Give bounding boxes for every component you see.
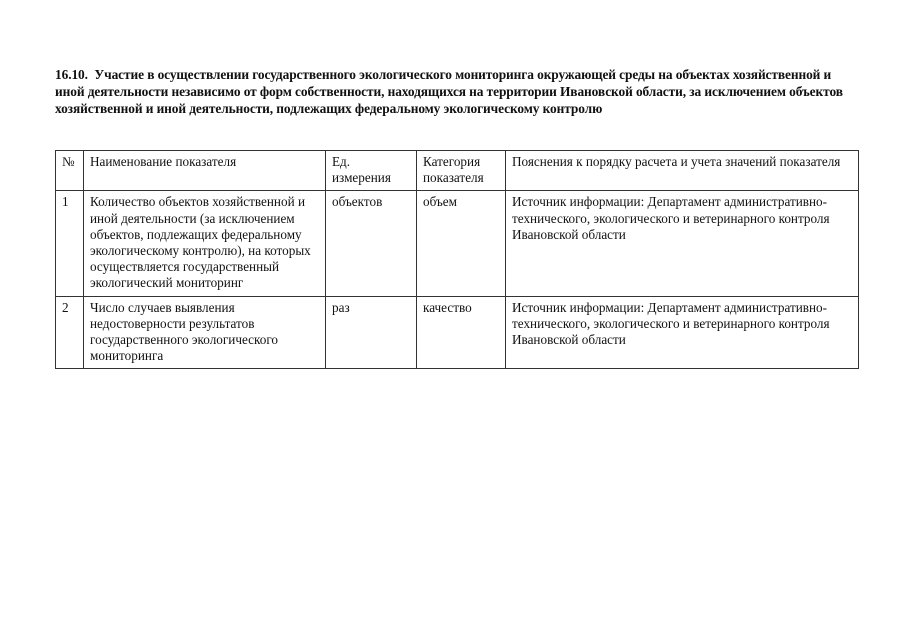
row-unit: раз — [326, 296, 417, 369]
header-unit: Ед. измерения — [326, 151, 417, 191]
row-category: качество — [417, 296, 506, 369]
row-indicator-name: Число случаев выявления недостоверности результатов государственного экологического мониторинга — [84, 296, 326, 369]
row-unit: объектов — [326, 191, 417, 296]
section-title-text: Участие в осуществлении государственного экологического мониторинга окружающей среды на объектах хозяйственной и иной деятельности независимо от форм собственности, находящихся на территории Ивановской области, за исключением объектов хозяйственной и иной деятельности, подлежащих федеральному экологическому контролю — [55, 67, 843, 116]
header-category: Категория показателя — [417, 151, 506, 191]
row-notes: Источник информации: Департамент административно-технического, экологического и ветеринарного контроля Ивановской области — [506, 296, 859, 369]
section-heading — [55, 66, 855, 117]
header-number: № — [56, 151, 84, 191]
table-row — [56, 296, 859, 369]
table-header-row — [56, 151, 859, 191]
row-notes: Источник информации: Департамент административно-технического, экологического и ветеринарного контроля Ивановской области — [506, 191, 859, 296]
row-indicator-name: Количество объектов хозяйственной и иной деятельности (за исключением объектов, подлежащих федеральному экологическому контролю), на которых осуществляется государственный экологический мониторинг — [84, 191, 326, 296]
indicators-table — [55, 150, 859, 369]
header-indicator-name: Наименование показателя — [84, 151, 326, 191]
row-number: 2 — [56, 296, 84, 369]
header-notes: Пояснения к порядку расчета и учета значений показателя — [506, 151, 859, 191]
table-row — [56, 191, 859, 296]
row-number: 1 — [56, 191, 84, 296]
section-number: 16.10. — [55, 67, 88, 82]
row-category: объем — [417, 191, 506, 296]
